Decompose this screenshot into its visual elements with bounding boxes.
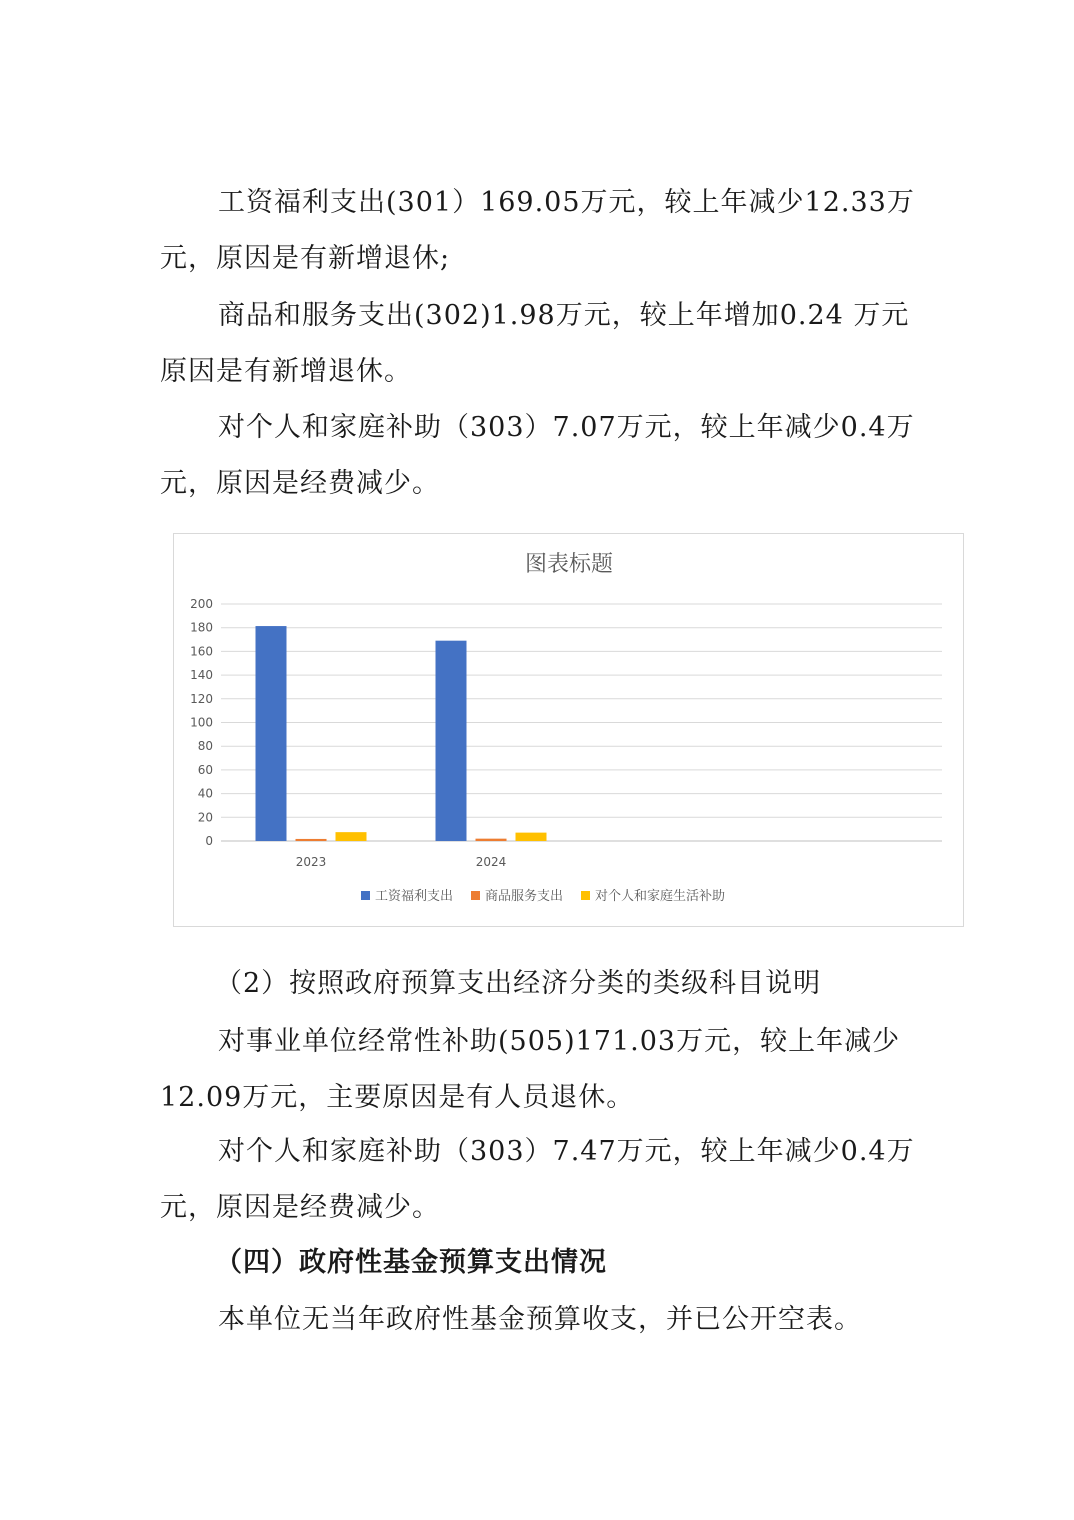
bar	[516, 833, 547, 841]
legend-swatch	[471, 891, 480, 900]
paragraph-household-subsidy	[160, 400, 930, 512]
paragraph-line: 元，原因是有新增退休;	[160, 243, 451, 274]
y-tick-label: 60	[197, 762, 213, 777]
x-tick-label: 2023	[295, 855, 327, 869]
x-tick-label: 2024	[475, 855, 507, 869]
legend-swatch	[581, 891, 590, 900]
paragraph-line: 商品和服务支出(302)1.98万元，较上年增加0.24 万元	[218, 300, 910, 331]
bar	[296, 839, 327, 841]
chart-gridlines	[221, 604, 942, 841]
section-heading-text: （四）政府性基金预算支出情况	[215, 1247, 607, 1278]
y-tick-label: 100	[190, 715, 213, 730]
bar	[436, 641, 467, 841]
legend-label: 工资福利支出	[375, 889, 454, 904]
y-tick-label: 0	[205, 834, 213, 848]
y-tick-label: 200	[190, 597, 213, 611]
paragraph-line: 12.09万元，主要原因是有人员退休。	[160, 1082, 635, 1113]
paragraph-line: 对事业单位经常性补助(505)171.03万元，较上年减少	[218, 1026, 901, 1057]
chart-legend	[361, 888, 725, 904]
y-tick-label: 80	[197, 739, 213, 754]
bar-chart-svg	[174, 534, 963, 926]
legend-label: 商品服务支出	[485, 889, 564, 904]
paragraph-fund-budget	[160, 1292, 930, 1348]
bar	[336, 832, 367, 841]
paragraph-line: 元，原因是经费减少。	[160, 1192, 440, 1223]
paragraph-line: 元，原因是经费减少。	[160, 468, 440, 499]
y-tick-label: 20	[197, 810, 213, 825]
legend-label: 对个人和家庭生活补助	[595, 889, 726, 904]
section-heading	[160, 1235, 930, 1291]
paragraph-institution-subsidy	[160, 1014, 930, 1126]
paragraph-wage-welfare	[160, 175, 930, 287]
paragraph-household-subsidy-2	[160, 1124, 930, 1236]
bar-chart	[173, 533, 964, 927]
bar	[256, 626, 287, 841]
y-tick-label: 140	[190, 668, 213, 683]
y-tick-label: 120	[190, 691, 213, 706]
paragraph-line: 原因是有新增退休。	[160, 356, 412, 387]
chart-bars	[256, 626, 547, 841]
paragraph-goods-services	[160, 288, 930, 400]
paragraph-economic-classification-heading	[160, 956, 930, 1012]
bar	[476, 839, 507, 841]
chart-title: 图表标题	[524, 552, 614, 577]
y-tick-label: 40	[197, 786, 213, 801]
paragraph-line: 对个人和家庭补助（303）7.47万元，较上年减少0.4万	[218, 1136, 915, 1167]
paragraph-line: （2）按照政府预算支出经济分类的类级科目说明	[215, 968, 822, 999]
y-tick-label: 180	[190, 620, 213, 635]
legend-swatch	[361, 891, 370, 900]
paragraph-line: 对个人和家庭补助（303）7.07万元，较上年减少0.4万	[218, 412, 915, 443]
paragraph-line: 本单位无当年政府性基金预算收支，并已公开空表。	[218, 1304, 862, 1335]
y-tick-label: 160	[190, 644, 213, 659]
paragraph-line: 工资福利支出(301）169.05万元，较上年减少12.33万	[218, 187, 915, 218]
